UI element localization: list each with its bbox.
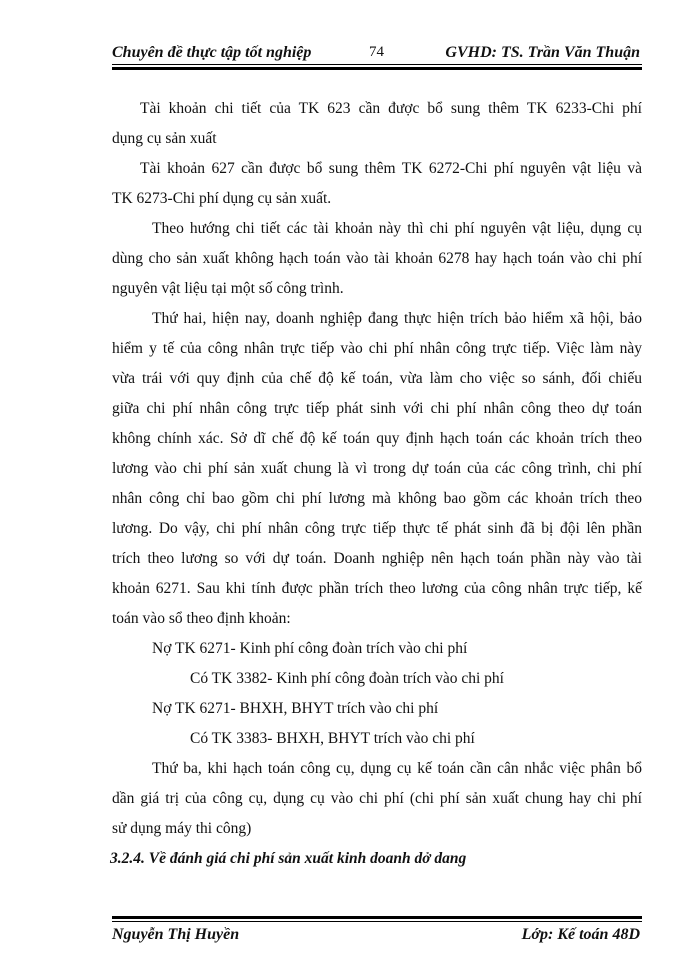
header-title: Chuyên đề thực tập tốt nghiệp xyxy=(112,44,312,61)
text-line: vừa trái với quy định của chế độ kế toán, vừa làm cho việc so sánh, đối chiếu xyxy=(112,370,642,387)
accounting-entry-credit: Có TK 3382- Kinh phí công đoàn trích vào chi phí xyxy=(190,670,504,687)
page-number: 74 xyxy=(369,44,384,60)
text-line: giữa chi phí nhân công trực tiếp phát sinh với chi phí nhân công theo dự toán xyxy=(112,400,642,417)
text-line: Thứ hai, hiện nay, doanh nghiệp đang thực hiện trích bảo hiểm xã hội, bảo xyxy=(152,310,642,327)
text-line: nhân công chỉ bao gồm chi phí lương mà không bao gồm các khoản trích theo xyxy=(112,490,642,507)
footer-rule-thick xyxy=(112,916,642,919)
header-rule-thick xyxy=(112,67,642,70)
text-line: nguyên vật liệu tại một số công trình. xyxy=(112,280,344,297)
text-line: dụng cụ sản xuất xyxy=(112,130,217,147)
text-line: dần giá trị của công cụ, dụng cụ vào chi phí (chi phí sản xuất chung hay chi phí xyxy=(112,790,642,807)
accounting-entry-credit: Có TK 3383- BHXH, BHYT trích vào chi phí xyxy=(190,730,475,747)
text-line: lương vào chi phí sản xuất chung là vì trong dự toán của các công trình, chi phí xyxy=(112,460,642,477)
page-footer xyxy=(112,926,642,948)
text-line: lương. Do vậy, chi phí nhân công trực tiếp thực tế phát sinh đã bị đội lên phần xyxy=(112,520,642,537)
text-line: Tài khoản 627 cần được bổ sung thêm TK 6272-Chi phí nguyên vật liệu và xyxy=(140,160,642,177)
text-line: toán vào sổ theo định khoản: xyxy=(112,610,291,627)
section-heading: 3.2.4. Về đánh giá chi phí sản xuất kinh doanh dở dang xyxy=(110,850,467,867)
text-line: Theo hướng chi tiết các tài khoản này thì chi phí nguyên vật liệu, dụng cụ xyxy=(152,220,642,237)
text-line: khoản 6271. Sau khi tính được phần trích theo lương của công nhân trực tiếp, kế xyxy=(112,580,642,597)
text-line: hiểm y tế của công nhân trực tiếp vào chi phí nhân công trực tiếp. Việc làm này xyxy=(112,340,642,357)
accounting-entry-debit: Nợ TK 6271- BHXH, BHYT trích vào chi phí xyxy=(152,700,439,717)
page-header xyxy=(112,40,642,62)
footer-class: Lớp: Kế toán 48D xyxy=(521,926,640,943)
text-line: TK 6273-Chi phí dụng cụ sản xuất. xyxy=(112,190,332,207)
header-rule-thin xyxy=(112,64,642,65)
header-supervisor: GVHD: TS. Trần Văn Thuận xyxy=(445,44,640,61)
text-line: Thứ ba, khi hạch toán công cụ, dụng cụ kế toán cần cân nhắc việc phân bổ xyxy=(152,760,642,777)
accounting-entry-debit: Nợ TK 6271- Kinh phí công đoàn trích vào chi phí xyxy=(152,640,468,657)
text-line: dùng cho sản xuất không hạch toán vào tài khoản 6278 hay hạch toán vào chi phí xyxy=(112,250,642,267)
text-line: sử dụng máy thi công) xyxy=(112,820,252,837)
footer-author: Nguyễn Thị Huyền xyxy=(112,926,240,943)
text-line: trích theo lương so với dự toán. Doanh nghiệp nên hạch toán phần này vào tài xyxy=(112,550,642,567)
text-line: Tài khoản chi tiết của TK 623 cần được bổ sung thêm TK 6233-Chi phí xyxy=(140,100,642,117)
text-line: không chính xác. Sở dĩ chế độ kế toán quy định hạch toán các khoản trích theo xyxy=(112,430,642,447)
footer-rule-thin xyxy=(112,921,642,922)
